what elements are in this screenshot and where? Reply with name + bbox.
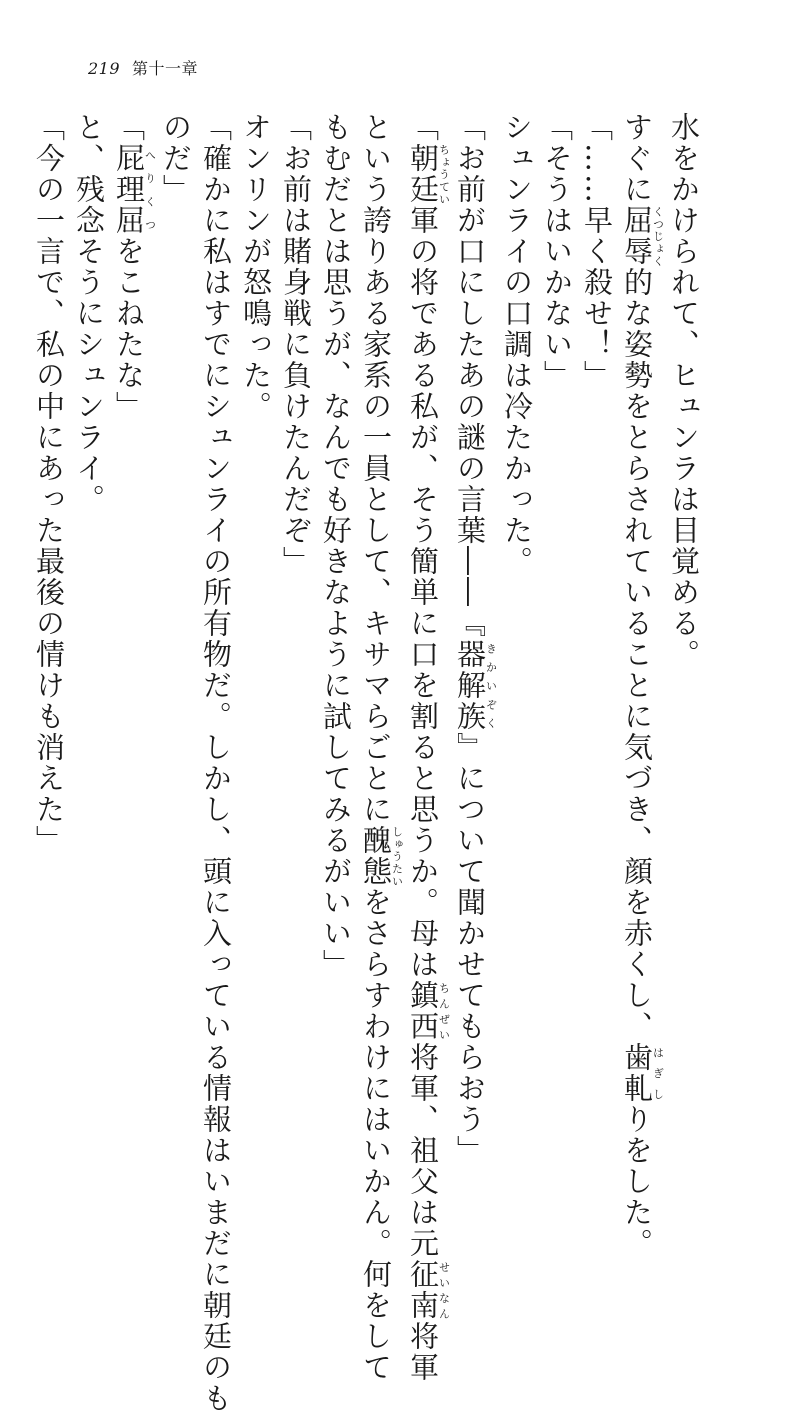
- text-line: 「確かに私はすでにシュンライの所有物だ。しかし、頭に入っている情報はいまだに朝廷のも: [199, 112, 233, 1414]
- furigana-annotation: 屁理屈へりくつ: [112, 143, 157, 236]
- text-line: もむだとは思うが、なんでも好きなように試してみるがいい」: [319, 112, 353, 980]
- page-header: [88, 56, 198, 79]
- text-line: という誇りある家系の一員として、キサマらごとに醜態しゅうたいをさらすわけにはいかん。何をして: [359, 112, 404, 1383]
- text-line: 「お前が口にしたあの謎の言葉――『器解族きかいぞく』について聞かせてもらおう」: [453, 112, 498, 1166]
- furigana-annotation: 屈辱くつじょく: [620, 205, 665, 267]
- chapter-title: 第十一章: [132, 59, 199, 78]
- furigana-annotation: 器解族きかいぞく: [453, 639, 498, 732]
- furigana-annotation: 鎮西ちんぜい: [406, 980, 451, 1042]
- text-line: 「屁理屈へりくつをこねたな」: [112, 112, 157, 422]
- furigana-annotation: 朝廷ちょうてい: [406, 143, 451, 205]
- text-line: すぐに屈辱くつじょく的な姿勢をとらされていることに気づき、顔を赤くし、歯軋はぎしりをした。: [620, 112, 665, 1259]
- page-number: 219: [88, 59, 121, 78]
- vertical-text-body: [32, 112, 704, 1414]
- text-line: オンリンが怒鳴った。: [239, 112, 273, 422]
- text-line: と、残念そうにシュンライ。: [72, 112, 106, 515]
- furigana-annotation: 歯軋はぎし: [620, 1042, 665, 1104]
- text-line: 「そうはいかない」: [540, 112, 574, 391]
- furigana-annotation: 征南せいなん: [406, 1259, 451, 1321]
- text-line: のだ」: [159, 112, 193, 205]
- text-line: 「朝廷ちょうてい軍の将である私が、そう簡単に口を割ると思うか。母は鎮西ちんぜい将軍、祖父は元征南せいなん将軍: [406, 112, 451, 1383]
- text-line: 「今の一言で、私の中にあった最後の情けも消えた」: [32, 112, 66, 856]
- text-line: シュンライの口調は冷たかった。: [500, 112, 534, 577]
- text-line: 「お前は賭身戦に負けたんだぞ」: [279, 112, 313, 577]
- text-line: 「……早く殺せ！」: [580, 112, 614, 391]
- furigana-annotation: 醜態しゅうたい: [359, 825, 404, 887]
- text-line: 水をかけられて、ヒュンラは目覚める。: [667, 112, 701, 670]
